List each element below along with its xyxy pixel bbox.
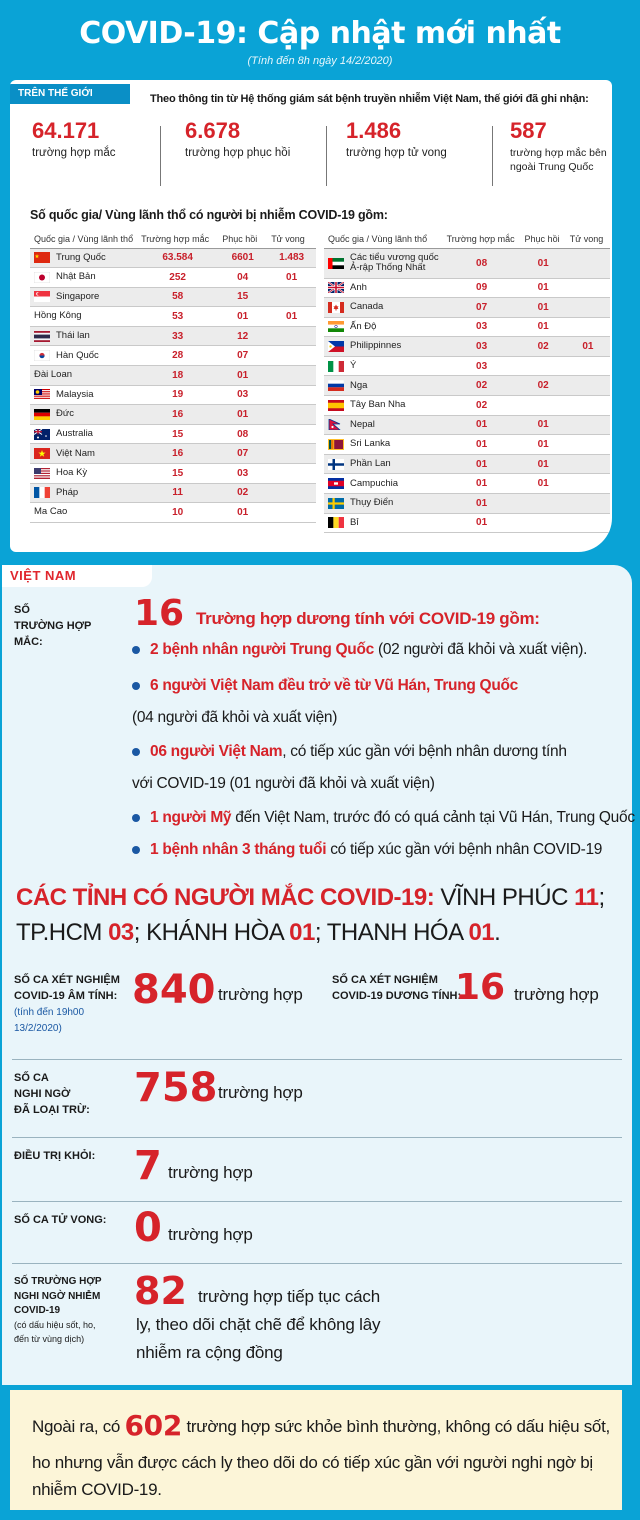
table-row	[324, 454, 610, 474]
table-row	[324, 513, 610, 533]
country-name: Các tiểu vương quốc Ả-rập Thống Nhất	[350, 251, 439, 273]
bullet-3: 06 người Việt Nam, có tiếp xúc gần với bệnh nhân dương tính	[132, 743, 567, 761]
cell-cases: 01	[443, 494, 521, 514]
flag-fr-icon	[34, 487, 50, 498]
flag-cn-icon	[34, 252, 50, 263]
cell-country	[30, 248, 137, 268]
table-row	[324, 494, 610, 514]
cell-cases: 16	[137, 444, 218, 464]
cell-deaths	[566, 415, 610, 435]
table-row	[30, 307, 316, 327]
stat-deaths	[346, 118, 447, 188]
cell-cases: 09	[443, 278, 521, 298]
divider	[160, 126, 161, 186]
cell-cases: 02	[443, 396, 521, 416]
cell-cases: 19	[137, 385, 218, 405]
country-name: Anh	[350, 281, 367, 293]
flag-in-icon	[328, 321, 344, 332]
flag-de-icon	[34, 409, 50, 420]
suspected-text-1: trường hợp tiếp tục cách	[198, 1287, 380, 1306]
country-name: Trung Quốc	[56, 251, 106, 263]
table-row	[324, 396, 610, 416]
cell-country	[324, 454, 443, 474]
col-country: Quốc gia / Vùng lãnh thổ	[30, 230, 137, 248]
country-name: Pháp	[56, 486, 79, 498]
table-row	[30, 287, 316, 307]
cell-country	[30, 268, 137, 288]
cell-deaths	[267, 483, 316, 503]
stat-cases-label: trường hợp mắc	[32, 147, 116, 159]
cell-deaths	[566, 317, 610, 337]
cell-deaths	[267, 405, 316, 425]
country-name: Nhật Bản	[56, 271, 96, 283]
table-row	[30, 464, 316, 484]
flag-sg-icon	[34, 291, 50, 302]
table-row	[30, 444, 316, 464]
flag-ae-icon	[328, 258, 344, 269]
cell-country	[30, 405, 137, 425]
cell-deaths	[566, 248, 610, 278]
table-row	[324, 474, 610, 494]
country-name: Tây Ban Nha	[350, 399, 406, 411]
col-cases: Trường hợp mắc	[443, 230, 521, 248]
flag-th-icon	[34, 331, 50, 342]
cell-country	[324, 248, 443, 278]
country-name: Đài Loan	[34, 369, 73, 381]
stat-recovered	[185, 118, 290, 188]
flag-au-icon	[34, 429, 50, 440]
cell-cases: 11	[137, 483, 218, 503]
stat-deaths-label: trường hợp tử vong	[346, 147, 447, 159]
table-row	[324, 298, 610, 318]
world-intro: Theo thông tin từ Hệ thống giám sát bệnh truyền nhiễm Việt Nam, thế giới đã ghi nhận:	[150, 93, 589, 105]
stat-cases	[32, 118, 116, 188]
cell-recovered: 07	[218, 444, 267, 464]
cell-country	[30, 385, 137, 405]
col-deaths: Tử vong	[566, 230, 610, 248]
country-name: Ấn Độ	[350, 320, 377, 332]
table-row	[30, 346, 316, 366]
country-table-right	[324, 230, 610, 533]
country-name: Canada	[350, 301, 384, 313]
cell-cases: 03	[443, 337, 521, 357]
bullet-3-cont: với COVID-19 (01 người đã khỏi và xuất viện)	[132, 775, 435, 792]
cell-country	[324, 376, 443, 396]
country-name: Hàn Quốc	[56, 349, 99, 361]
cell-cases: 07	[443, 298, 521, 318]
cured-number: 7	[134, 1143, 162, 1189]
stat-outside-china	[510, 118, 607, 188]
country-name: Phần Lan	[350, 457, 391, 469]
bullet-2-cont: (04 người đã khỏi và xuất viện)	[132, 709, 338, 726]
cell-recovered: 01	[521, 415, 566, 435]
cell-recovered	[521, 356, 566, 376]
table-row	[30, 424, 316, 444]
country-table-left	[30, 230, 316, 523]
flag-fi-icon	[328, 459, 344, 470]
cell-cases: 02	[443, 376, 521, 396]
cell-country	[324, 494, 443, 514]
table-row	[324, 278, 610, 298]
death-unit: trường hợp	[168, 1225, 253, 1244]
page-subtitle: (Tính đến 8h ngày 14/2/2020)	[247, 55, 393, 67]
separator	[12, 1059, 622, 1060]
table-row	[324, 415, 610, 435]
flag-my-icon	[34, 389, 50, 400]
world-panel	[10, 80, 612, 552]
cell-country	[30, 444, 137, 464]
flag-ru-icon	[328, 380, 344, 391]
flag-be-icon	[328, 517, 344, 528]
cell-deaths	[267, 287, 316, 307]
cell-recovered: 01	[521, 435, 566, 455]
cell-deaths	[566, 474, 610, 494]
page-title: COVID-19: Cập nhật mới nhất	[79, 16, 561, 51]
bullet-5: 1 bệnh nhân 3 tháng tuổi có tiếp xúc gần với bệnh nhân COVID-19	[132, 841, 602, 859]
cell-recovered: 01	[218, 405, 267, 425]
flag-ph-icon	[328, 341, 344, 352]
cell-recovered: 01	[521, 317, 566, 337]
country-name: Philippinnes	[350, 340, 402, 352]
divider	[492, 126, 493, 186]
col-cases: Trường hợp mắc	[137, 230, 218, 248]
cell-cases: 03	[443, 317, 521, 337]
cell-deaths: 01	[267, 307, 316, 327]
table-row	[324, 317, 610, 337]
cell-deaths	[267, 503, 316, 523]
table-row	[30, 268, 316, 288]
bullet-1: 2 bệnh nhân người Trung Quốc (02 người đã khỏi và xuất viện).	[132, 641, 587, 659]
cell-country	[30, 346, 137, 366]
cell-deaths	[267, 346, 316, 366]
country-name: Singapore	[56, 290, 100, 302]
cell-deaths	[267, 464, 316, 484]
cell-cases: 58	[137, 287, 218, 307]
death-number: 0	[134, 1205, 162, 1251]
col-country: Quốc gia / Vùng lãnh thổ	[324, 230, 443, 248]
cell-deaths	[267, 326, 316, 346]
flag-es-icon	[328, 400, 344, 411]
bullet-4: 1 người Mỹ đến Việt Nam, trước đó có quá cảnh tại Vũ Hán, Trung Quốc	[132, 809, 635, 827]
cell-cases: 63.584	[137, 248, 218, 268]
suspected-number: 82	[134, 1269, 187, 1313]
separator	[12, 1201, 622, 1202]
cell-recovered	[521, 494, 566, 514]
cell-recovered: 03	[218, 464, 267, 484]
suspected-label: SỐ TRƯỜNG HỢP NGHI NGỜ NHIỄM COVID-19 (có dấu hiệu sốt, ho, đến từ vùng dịch)	[14, 1276, 102, 1344]
cell-recovered	[521, 513, 566, 533]
flag-it-icon	[328, 361, 344, 372]
col-deaths: Tử vong	[267, 230, 316, 248]
cell-cases: 01	[443, 435, 521, 455]
bullet-dot	[132, 846, 140, 854]
death-label: SỐ CA TỬ VONG:	[14, 1214, 107, 1226]
cell-country	[30, 464, 137, 484]
cell-deaths	[267, 444, 316, 464]
bottom-note	[10, 1390, 622, 1510]
bottom-text: Ngoài ra, có 602 trường hợp sức khỏe bình thường, không có dấu hiệu sốt, ho nhưng vẫn được cách ly theo dõi do có tiếp xúc gần với người nghi ngờ bị nhiễm COVID-19.	[32, 1409, 610, 1499]
divider	[326, 126, 327, 186]
table-row	[324, 435, 610, 455]
bullet-2: 6 người Việt Nam đều trở về từ Vũ Hán, Trung Quốc	[132, 677, 518, 695]
stat-cases-num: 64.171	[32, 118, 100, 143]
cases-title: Trường hợp dương tính với COVID-19 gồm:	[196, 609, 540, 628]
cell-recovered	[521, 396, 566, 416]
flag-gb-icon	[328, 282, 344, 293]
cell-deaths	[566, 376, 610, 396]
cell-recovered: 08	[218, 424, 267, 444]
bullet-dot	[132, 646, 140, 654]
cell-recovered: 01	[218, 366, 267, 386]
flag-jp-icon	[34, 272, 50, 283]
cell-cases: 01	[443, 513, 521, 533]
cases-number: 16	[134, 593, 185, 634]
bottom-number: 602	[124, 1409, 183, 1442]
cell-cases: 252	[137, 268, 218, 288]
table-row	[30, 385, 316, 405]
suspected-text-3: nhiễm ra cộng đồng	[136, 1343, 283, 1362]
cases-label: SỐ TRƯỜNG HỢP MẮC:	[14, 604, 92, 648]
country-name: Việt Nam	[56, 447, 95, 459]
cell-recovered: 03	[218, 385, 267, 405]
cell-recovered: 15	[218, 287, 267, 307]
positive-number: 16	[455, 967, 506, 1008]
cell-deaths	[566, 435, 610, 455]
country-name: Sri Lanka	[350, 438, 391, 450]
flag-ca-icon	[328, 302, 344, 313]
country-name: Đức	[56, 408, 74, 420]
country-name: Hồng Kông	[34, 310, 82, 322]
country-name: Thụy Điển	[350, 497, 394, 509]
cell-country	[324, 278, 443, 298]
table-row	[30, 503, 316, 523]
cell-deaths: 01	[566, 337, 610, 357]
flag-kh-icon	[328, 478, 344, 489]
separator	[12, 1137, 622, 1138]
flag-kr-icon	[34, 350, 50, 361]
table-row	[30, 483, 316, 503]
cell-country	[324, 513, 443, 533]
cell-cases: 15	[137, 464, 218, 484]
negative-number: 840	[132, 967, 216, 1013]
cell-cases: 15	[137, 424, 218, 444]
cell-recovered: 01	[521, 298, 566, 318]
table-row	[324, 356, 610, 376]
vietnam-panel	[2, 565, 635, 1385]
cell-recovered: 01	[521, 454, 566, 474]
bullet-dot	[132, 814, 140, 822]
table-row	[30, 326, 316, 346]
table-row	[30, 366, 316, 386]
stat-deaths-num: 1.486	[346, 118, 402, 143]
cell-cases: 01	[443, 454, 521, 474]
stat-recovered-label: trường hợp phục hồi	[185, 147, 291, 159]
cell-cases: 01	[443, 415, 521, 435]
country-name: Malaysia	[56, 388, 94, 400]
cell-deaths	[267, 366, 316, 386]
stat-recovered-num: 6.678	[185, 118, 241, 143]
cell-recovered: 01	[521, 248, 566, 278]
cell-country	[30, 287, 137, 307]
separator	[12, 1263, 622, 1264]
cell-cases: 08	[443, 248, 521, 278]
cured-unit: trường hợp	[168, 1163, 253, 1182]
cell-recovered: 12	[218, 326, 267, 346]
cell-country	[324, 337, 443, 357]
cell-recovered: 02	[521, 337, 566, 357]
stat-outside-num: 587	[510, 118, 547, 143]
cell-country	[324, 415, 443, 435]
header	[0, 0, 640, 80]
excluded-label: SỐ CA NGHI NGỜ ĐÃ LOẠI TRỪ:	[14, 1072, 90, 1116]
flag-se-icon	[328, 498, 344, 509]
negative-unit: trường hợp	[218, 985, 303, 1004]
table-row	[324, 337, 610, 357]
cell-cases: 28	[137, 346, 218, 366]
cell-country	[324, 356, 443, 376]
country-name: Ý	[350, 359, 357, 371]
cell-deaths	[566, 298, 610, 318]
table-row	[30, 405, 316, 425]
stat-outside-label: trường hợp mắc bên ngoài Trung Quốc	[510, 147, 607, 174]
country-name: Bỉ	[350, 516, 359, 528]
cell-recovered: 07	[218, 346, 267, 366]
cell-deaths	[267, 424, 316, 444]
cured-label: ĐIỀU TRỊ KHỎI:	[14, 1150, 96, 1162]
cell-recovered: 02	[218, 483, 267, 503]
cell-country	[324, 298, 443, 318]
cell-recovered: 02	[521, 376, 566, 396]
vietnam-tag: VIỆT NAM	[2, 565, 152, 587]
cell-deaths	[566, 494, 610, 514]
cell-cases: 10	[137, 503, 218, 523]
negative-label: SỐ CA XÉT NGHIỆM COVID-19 ÂM TÍNH: (tính đến 19h00 13/2/2020)	[14, 974, 120, 1034]
cell-deaths	[566, 278, 610, 298]
cell-cases: 01	[443, 474, 521, 494]
cell-country	[30, 326, 137, 346]
excluded-number: 758	[134, 1065, 218, 1111]
excluded-unit: trường hợp	[218, 1083, 303, 1102]
cell-deaths	[566, 513, 610, 533]
cell-cases: 33	[137, 326, 218, 346]
country-name: Ma Cao	[34, 506, 68, 518]
flag-vn-icon	[34, 448, 50, 459]
country-name: Thái lan	[56, 329, 90, 341]
cell-deaths: 1.483	[267, 248, 316, 268]
cell-country	[324, 317, 443, 337]
cell-country	[324, 474, 443, 494]
flag-np-icon	[328, 419, 344, 430]
flag-us-icon	[34, 468, 50, 479]
table-row	[324, 376, 610, 396]
positive-label: SỐ CA XÉT NGHIỆM COVID-19 DƯƠNG TÍNH:	[332, 974, 462, 1002]
cell-country	[30, 424, 137, 444]
cell-recovered: 01	[218, 307, 267, 327]
cell-deaths	[267, 385, 316, 405]
cell-deaths	[566, 396, 610, 416]
cell-cases: 03	[443, 356, 521, 376]
country-name: Australia	[56, 427, 93, 439]
bullet-dot	[132, 682, 140, 690]
suspected-text-2: ly, theo dõi chặt chẽ để không lây	[136, 1315, 381, 1334]
cell-country	[324, 396, 443, 416]
cell-deaths	[566, 454, 610, 474]
country-name: Nga	[350, 379, 368, 391]
bullet-dot	[132, 748, 140, 756]
col-recovered: Phục hồi	[218, 230, 267, 248]
cell-cases: 53	[137, 307, 218, 327]
cell-recovered: 01	[521, 474, 566, 494]
cell-deaths: 01	[267, 268, 316, 288]
cell-country	[30, 503, 137, 523]
cell-country	[30, 366, 137, 386]
cell-recovered: 6601	[218, 248, 267, 268]
world-tag: TRÊN THẾ GIỚI	[10, 84, 130, 104]
col-recovered: Phục hồi	[521, 230, 566, 248]
cell-deaths	[566, 356, 610, 376]
country-name: Nepal	[350, 418, 375, 430]
country-name: Campuchia	[350, 477, 399, 489]
provinces: CÁC TỈNH CÓ NGƯỜI MẮC COVID-19: VĨNH PHÚC 11; TP.HCM 03; KHÁNH HÒA 01; THANH HÓA 01.	[16, 884, 605, 946]
table-title: Số quốc gia/ Vùng lãnh thổ có người bị nhiễm COVID-19 gồm:	[30, 208, 388, 222]
cell-country	[30, 483, 137, 503]
cell-country	[30, 307, 137, 327]
cell-recovered: 04	[218, 268, 267, 288]
cell-cases: 16	[137, 405, 218, 425]
cell-cases: 18	[137, 366, 218, 386]
cell-country	[324, 435, 443, 455]
positive-unit: trường hợp	[514, 985, 599, 1004]
country-name: Hoa Kỳ	[56, 467, 88, 479]
cell-recovered: 01	[521, 278, 566, 298]
cell-recovered: 01	[218, 503, 267, 523]
flag-lk-icon	[328, 439, 344, 450]
table-row	[324, 248, 610, 278]
table-row	[30, 248, 316, 268]
